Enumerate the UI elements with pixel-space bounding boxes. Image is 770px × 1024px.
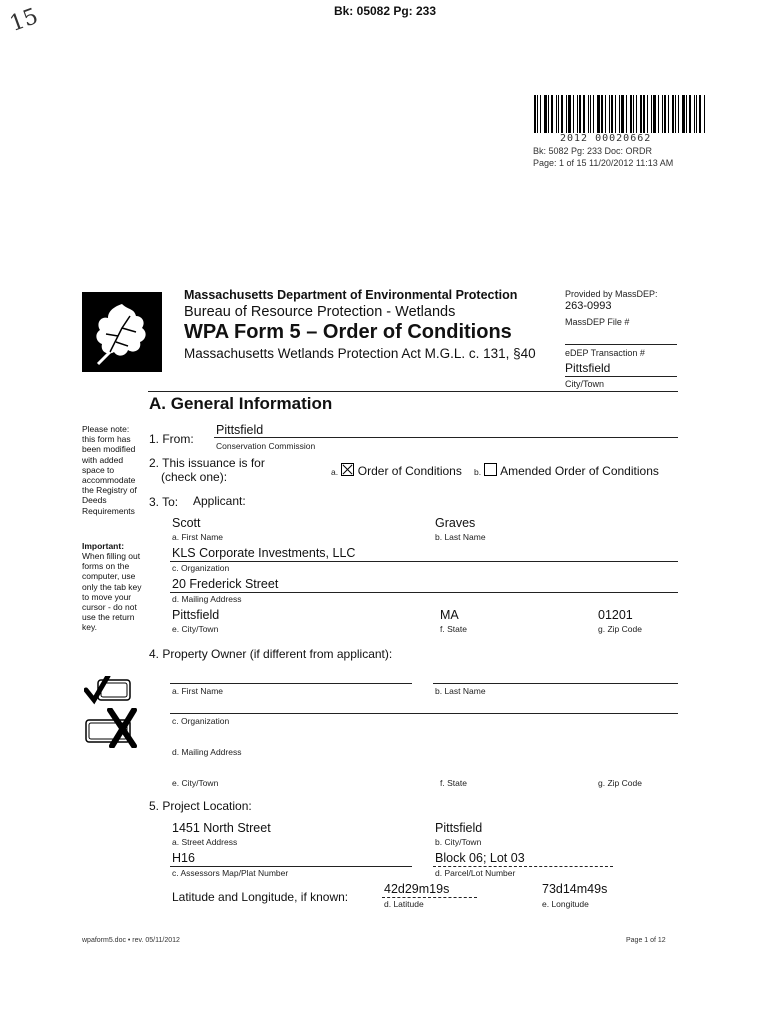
latlong-label: Latitude and Longitude, if known: [172,890,349,904]
city-rule [565,376,677,377]
barcode-bar [672,95,674,133]
from-label: 1. From: [149,432,194,446]
right-city-label: City/Town [565,379,605,389]
applicant-address[interactable]: 20 Frederick Street [172,577,279,591]
applicant-city-label: e. City/Town [172,624,219,634]
longitude-value[interactable]: 73d14m49s [542,882,608,896]
handwritten-mark: 15 [6,3,42,38]
provided-by-label: Provided by MassDEP: [565,289,658,299]
location-city[interactable]: Pittsfield [435,821,483,835]
amended-order-checkbox[interactable] [484,463,497,476]
assessors-map-label: c. Assessors Map/Plat Number [172,868,289,878]
barcode-bar [611,95,613,133]
option-a[interactable] [331,463,462,478]
barcode-bar [568,95,571,133]
act-citation: Massachusetts Wetlands Protection Act M.G.L. c. 131, §40 [184,346,536,361]
applicant-zip[interactable]: 01201 [598,608,633,622]
important-text: When filling out forms on the computer, use only the tab key to move your cursor - do not use the return key. [82,551,142,633]
barcode-bar [540,95,541,133]
please-note: Please note: this form has been modified with added space to accommodate the Registry of Deeds Requirements [82,424,137,516]
barcode-bar [653,95,656,133]
owner-organization-rule[interactable] [170,713,678,714]
option-b-letter: b. [474,467,482,477]
option-b-label: Amended Order of Conditions [500,464,659,478]
barcode-bar [621,95,624,133]
parcel-rule [433,866,613,867]
property-owner-label: 4. Property Owner (if different from applicant): [149,647,393,661]
edep-rule [565,344,677,345]
option-a-letter: a. [331,467,339,477]
barcode-bar [696,95,697,133]
parcel-number-label: d. Parcel/Lot Number [435,868,516,878]
barcode-bar [583,95,585,133]
barcode-bar [544,95,547,133]
applicant-city[interactable]: Pittsfield [172,608,220,622]
applicant-state[interactable]: MA [440,608,459,622]
applicant-organization-label: c. Organization [172,563,230,573]
applicant-last-name-label: b. Last Name [435,532,486,542]
barcode-bar [537,95,538,133]
barcode-bar [686,95,687,133]
owner-last-name-label: b. Last Name [435,686,486,696]
owner-state-label: f. State [440,778,467,788]
barcode-bar [633,95,634,133]
barcode-bar [651,95,652,133]
right-city-value: Pittsfield [565,361,611,375]
barcode-bar [605,95,606,133]
owner-zip-label: g. Zip Code [598,778,642,788]
owner-first-rule[interactable] [170,683,412,684]
massdep-oak-leaf-logo [82,292,162,372]
book-page-header: Bk: 05082 Pg: 233 [333,4,437,18]
from-rule [214,437,678,438]
applicant-first-name[interactable]: Scott [172,516,201,530]
barcode-bar [668,95,669,133]
applicant-organization[interactable]: KLS Corporate Investments, LLC [172,546,356,560]
barcode-bar [689,95,691,133]
address-rule [170,592,678,593]
barcode-bar [636,95,637,133]
department-name: Massachusetts Department of Environmental Protection [184,288,518,302]
barcode-bar [643,95,645,133]
issuance-label-2: (check one): [161,470,228,484]
barcode-bar [577,95,578,133]
owner-organization-label: c. Organization [172,716,230,726]
barcode-bar [647,95,648,133]
section-top-rule [148,391,678,392]
tab-key-icon [84,676,132,711]
order-of-conditions-checkbox[interactable] [341,463,354,476]
latitude-rule [382,897,477,898]
barcode [534,95,706,133]
section-a-title: A. General Information [149,394,333,413]
footer-page-number: Page 1 of 12 [626,937,666,944]
recording-line-1: Bk: 5082 Pg: 233 Doc: ORDR [533,146,653,156]
owner-address-label: d. Mailing Address [172,747,242,757]
barcode-bar [561,95,563,133]
issuance-label-1: 2. This issuance is for [149,456,265,470]
applicant-first-name-label: a. First Name [172,532,224,542]
barcode-number: 2012 00020662 [560,133,652,144]
edep-transaction-label: eDEP Transaction # [565,348,645,358]
parcel-number[interactable]: Block 06; Lot 03 [435,851,525,865]
barcode-bar [548,95,549,133]
barcode-bar [626,95,627,133]
barcode-bar [658,95,659,133]
barcode-bar [699,95,701,133]
barcode-bar [593,95,594,133]
recording-line-2: Page: 1 of 15 11/20/2012 11:13 AM [533,158,674,168]
assessors-map[interactable]: H16 [172,851,195,865]
owner-last-rule[interactable] [433,683,678,684]
oak-leaf-icon [84,294,160,370]
barcode-bar [615,95,616,133]
longitude-label: e. Longitude [542,899,589,909]
barcode-bar [579,95,581,133]
option-b[interactable] [474,463,659,478]
organization-rule [170,561,678,562]
barcode-bar [534,95,536,133]
form-title: WPA Form 5 – Order of Conditions [184,321,512,343]
from-sub-label: Conservation Commission [216,441,316,451]
barcode-bar [640,95,642,133]
to-label: 3. To: [149,495,179,509]
barcode-bar [551,95,553,133]
location-city-label: b. City/Town [435,837,482,847]
barcode-bar [682,95,685,133]
latitude-label: d. Latitude [384,899,424,909]
massdep-file-label: MassDEP File # [565,317,630,327]
barcode-bar [630,95,632,133]
barcode-bar [597,95,600,133]
return-key-icon [84,708,140,753]
barcode-bar [704,95,705,133]
map-rule [170,866,412,867]
barcode-bar [678,95,679,133]
barcode-bar [694,95,695,133]
barcode-bar [556,95,557,133]
latitude-value[interactable]: 42d29m19s [384,882,450,896]
applicant-last-name[interactable]: Graves [435,516,476,530]
barcode-bar [662,95,663,133]
applicant-state-label: f. State [440,624,467,634]
owner-first-name-label: a. First Name [172,686,224,696]
applicant-zip-label: g. Zip Code [598,624,642,634]
project-location-label: 5. Project Location: [149,799,252,813]
important-title: Important: [82,541,125,551]
applicant-address-label: d. Mailing Address [172,594,242,604]
barcode-bar [619,95,620,133]
barcode-bar [601,95,603,133]
barcode-bar [566,95,567,133]
barcode-bar [558,95,559,133]
from-value[interactable]: Pittsfield [216,423,264,437]
applicant-label: Applicant: [193,494,246,508]
owner-city-label: e. City/Town [172,778,219,788]
option-a-label: Order of Conditions [357,464,462,478]
massdep-file-number: 263-0993 [565,300,612,312]
location-street-label: a. Street Address [172,837,238,847]
barcode-bar [573,95,574,133]
barcode-bar [588,95,589,133]
footer-revision: wpaform5.doc • rev. 05/11/2012 [82,937,180,944]
barcode-bar [664,95,666,133]
barcode-bar [609,95,610,133]
location-street[interactable]: 1451 North Street [172,821,271,835]
bureau-name: Bureau of Resource Protection - Wetlands [184,304,456,320]
barcode-bar [675,95,676,133]
barcode-bar [590,95,591,133]
